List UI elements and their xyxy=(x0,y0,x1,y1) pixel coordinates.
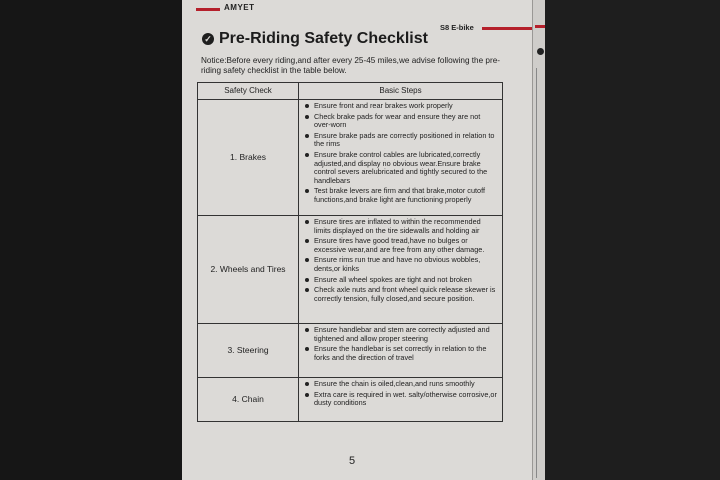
list-item: Ensure brake pads are correctly positioned in relation to the rims xyxy=(305,132,498,149)
table-row xyxy=(198,378,503,422)
step-list xyxy=(305,380,498,408)
list-item: Ensure tires are inflated to within the recommended limits displayed on the tire sidewalls and holding air xyxy=(305,218,498,235)
steps-cell xyxy=(299,378,503,422)
category-cell: 1. Brakes xyxy=(198,100,299,216)
checkmark-circle-icon: ✓ xyxy=(202,33,214,45)
model-accent-bar xyxy=(482,27,532,30)
page-title: Pre-Riding Safety Checklist xyxy=(219,30,428,47)
list-item: Ensure the handlebar is set correctly in relation to the forks and the direction of travel xyxy=(305,345,498,362)
step-list xyxy=(305,218,498,303)
category-cell: 4. Chain xyxy=(198,378,299,422)
header-safety-check: Safety Check xyxy=(198,83,299,100)
adjacent-accent-bar xyxy=(535,25,545,28)
page-number: 5 xyxy=(349,455,356,467)
list-item: Check brake pads for wear and ensure they are not over-worn xyxy=(305,113,498,130)
step-list xyxy=(305,326,498,362)
list-item: Ensure front and rear brakes work properly xyxy=(305,102,498,111)
manual-page xyxy=(182,0,532,480)
notice-text: Notice:Before every riding,and after every 25-45 miles,we advise following the pre-riding safety checklist in the table below. xyxy=(201,56,500,75)
list-item: Ensure all wheel spokes are tight and not broken xyxy=(305,276,498,285)
category-cell: 2. Wheels and Tires xyxy=(198,216,299,324)
list-item: Extra care is required in wet. salty/otherwise corrosive,or dusty conditions xyxy=(305,391,498,408)
adjacent-table-rule xyxy=(536,68,537,478)
list-item: Ensure the chain is oiled,clean,and runs smoothly xyxy=(305,380,498,389)
model-name: S8 E-bike xyxy=(440,23,474,32)
list-item: Ensure tires have good tread,have no bulges or excessive wear,and are free from any other damage. xyxy=(305,237,498,254)
background-right xyxy=(532,0,720,480)
brand-accent-bar xyxy=(196,8,220,11)
step-list xyxy=(305,102,498,205)
table-row xyxy=(198,324,503,378)
safety-checklist-table xyxy=(197,82,503,422)
steps-cell xyxy=(299,216,503,324)
list-item: Check axle nuts and front wheel quick release skewer is correctly tension, fully closed,and secure position. xyxy=(305,286,498,303)
brand-name: AMYET xyxy=(224,3,255,12)
list-item: Ensure handlebar and stem are correctly adjusted and tightened and allow proper steering xyxy=(305,326,498,343)
list-item: Ensure brake control cables are lubricated,correctly adjusted,and display no obvious wear.Ensure brake control severs arelubricated and tightly secured to the handlebars xyxy=(305,151,498,185)
adjacent-page-edge xyxy=(532,0,545,480)
table-row xyxy=(198,216,503,324)
category-cell: 3. Steering xyxy=(198,324,299,378)
steps-cell xyxy=(299,324,503,378)
list-item: Ensure rims run true and have no obvious wobbles, dents,or kinks xyxy=(305,256,498,273)
title-row xyxy=(202,30,428,48)
list-item: Test brake levers are firm and that brake,motor cutoff functions,and brake light are functioning properly xyxy=(305,187,498,204)
table-row xyxy=(198,100,503,216)
background-left xyxy=(0,0,182,480)
header-basic-steps: Basic Steps xyxy=(299,83,503,100)
steps-cell xyxy=(299,100,503,216)
table-header-row xyxy=(198,83,503,100)
adjacent-bullet-icon xyxy=(537,48,544,55)
